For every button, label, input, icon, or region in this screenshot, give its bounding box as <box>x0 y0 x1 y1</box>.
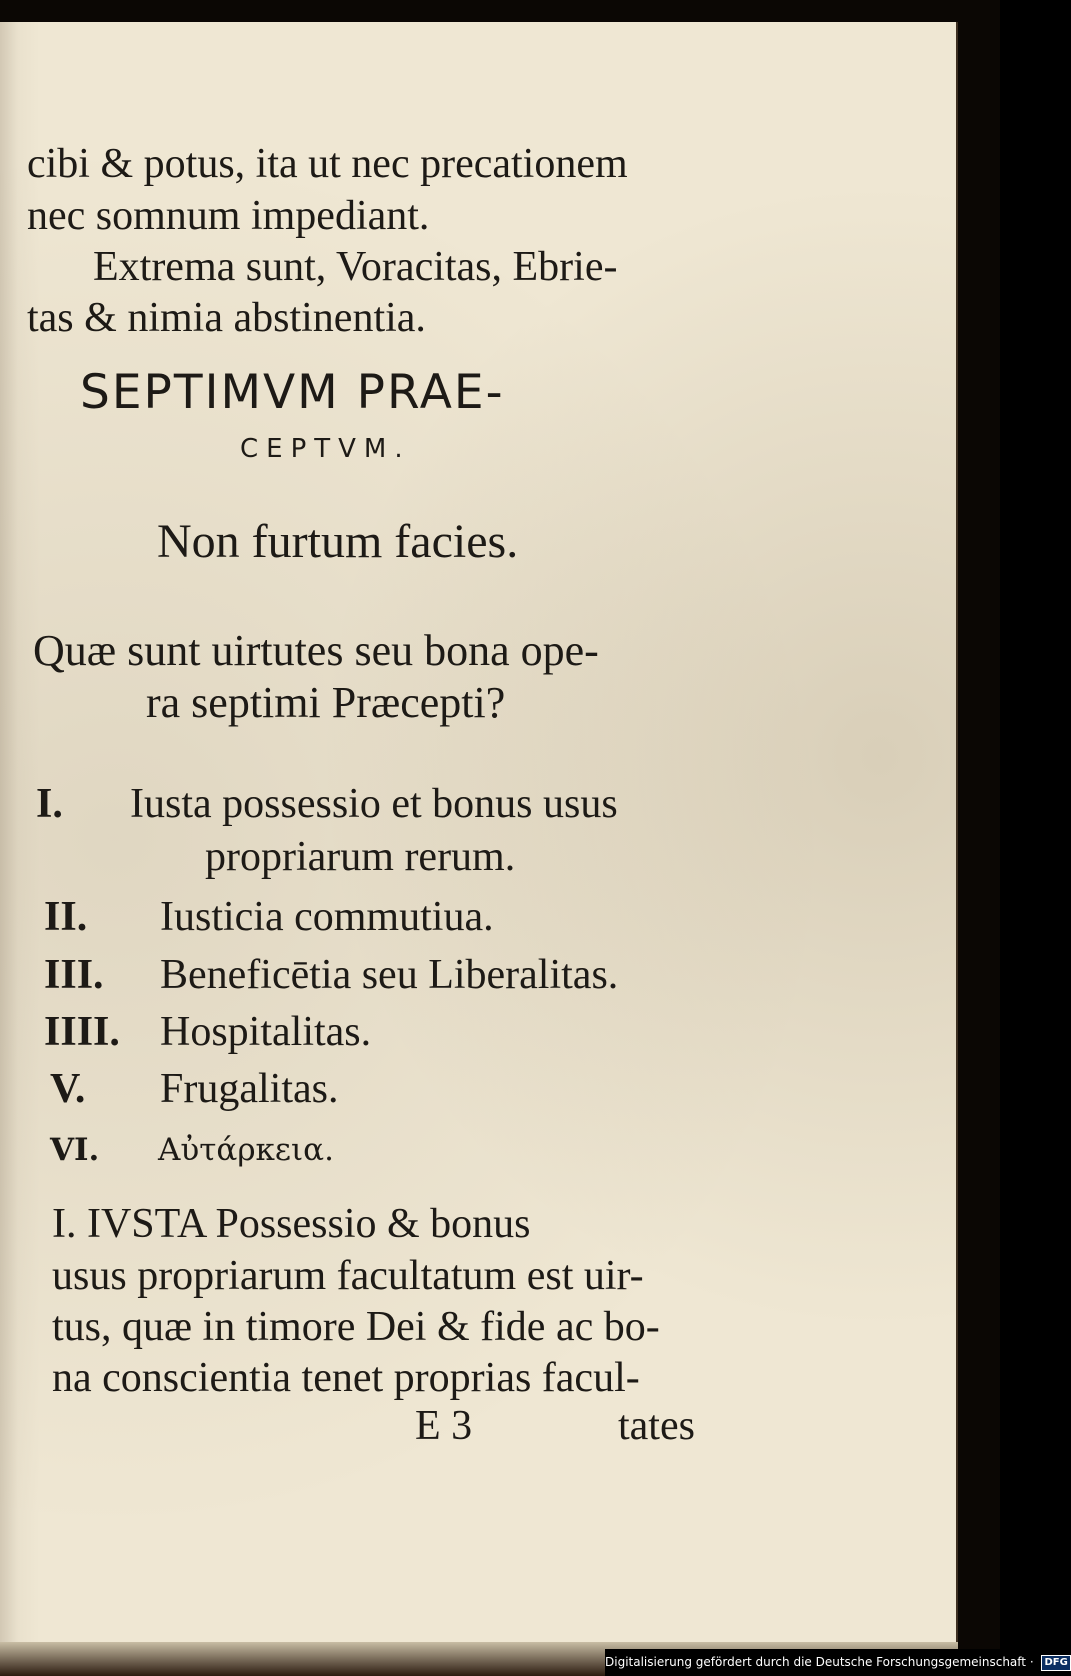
question-line-1: Quæ sunt uirtutes seu bona ope- <box>33 626 599 675</box>
body-line-4: tas & nimia abstinentia. <box>27 295 426 341</box>
body-line-1: cibi & potus, ita ut nec precationem <box>27 141 628 187</box>
virtue-numeral-1: I. <box>36 781 63 827</box>
virtue-numeral-3: III. <box>44 952 104 998</box>
commandment: Non furtum facies. <box>157 515 519 568</box>
dfg-logo: DFG <box>1041 1655 1070 1671</box>
digitization-credit <box>605 1649 1068 1676</box>
credit-text: Digitalisierung gefördert durch die Deutsche Forschungsgemeinschaft · <box>605 1655 1038 1669</box>
virtue-label-6: Αὐτάρκεια. <box>158 1132 334 1168</box>
virtue-label-1: Iusta possessio et bonus usus <box>130 781 618 827</box>
virtue-numeral-4: IIII. <box>44 1009 120 1055</box>
section-heading: SEPTIMVM PRAE- <box>80 365 505 420</box>
virtue-label-2: Iusticia commutiua. <box>160 894 494 940</box>
page <box>0 22 958 1654</box>
paragraph-line-3: tus, quæ in timore Dei & fide ac bo- <box>52 1304 660 1350</box>
question-line-2: ra septimi Præcepti? <box>146 678 506 727</box>
body-line-3: Extrema sunt, Voracitas, Ebrie- <box>93 244 618 290</box>
catchword: tates <box>618 1403 695 1449</box>
virtue-numeral-6: VI. <box>50 1132 100 1168</box>
body-line-2: nec somnum impediant. <box>27 193 430 239</box>
paragraph-line-1: I. IVSTA Possessio & bonus <box>52 1201 531 1247</box>
virtue-numeral-5: V. <box>50 1066 86 1112</box>
virtue-label-5: Frugalitas. <box>160 1066 339 1112</box>
virtue-numeral-2: II. <box>44 894 88 940</box>
signature-mark: E 3 <box>415 1403 473 1449</box>
paragraph-line-2: usus propriarum facultatum est uir- <box>52 1253 644 1299</box>
paragraph-line-4: na conscientia tenet proprias facul- <box>52 1355 640 1401</box>
virtue-label-4: Hospitalitas. <box>160 1009 372 1055</box>
section-heading-continued: CEPTVM. <box>240 434 411 464</box>
virtue-label-1-continued: propriarum rerum. <box>205 834 516 880</box>
virtue-label-3: Beneficētia seu Liberalitas. <box>160 952 619 998</box>
